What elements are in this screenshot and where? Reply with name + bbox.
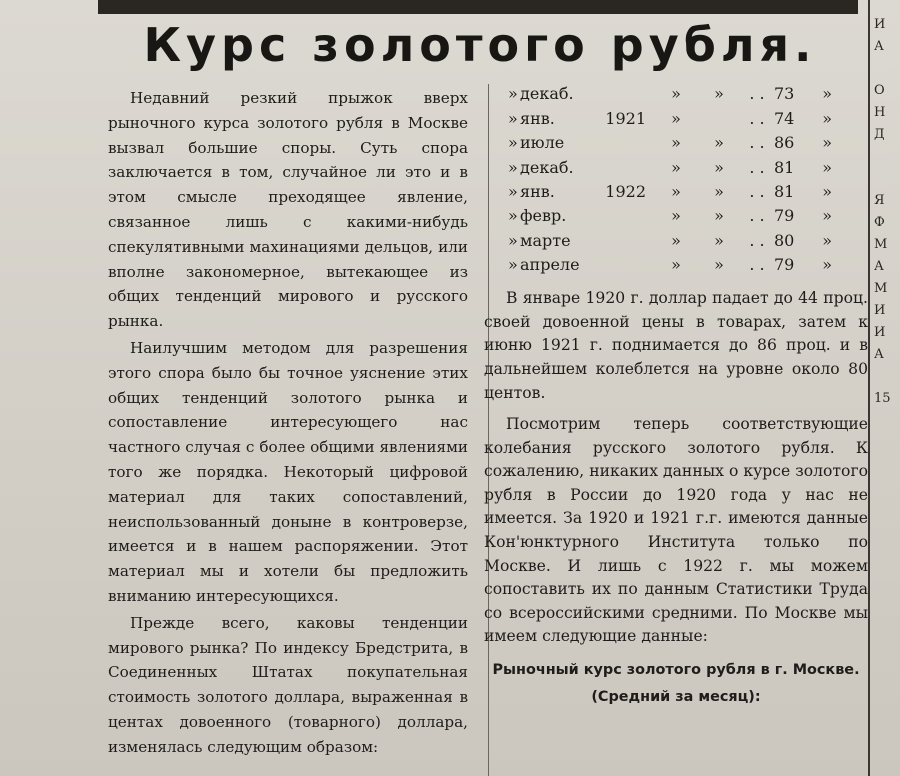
edge-fragment: Н	[874, 105, 886, 120]
paragraph-2: Наилучшим методом для разрешения этого спора было бы точное уяснение этих общих тенденций золотого рынка и сопоставление интересующего нас частного случая с более общими явлениями того же порядка. Некоторый цифровой материал для таких сопоставлений, неиспользованный доныне в контроверзе, имеется и в нашем распоряжении. Этот материал мы и хотели бы предложить вниманию интересующихся.	[108, 338, 468, 605]
column-rule-right	[868, 0, 870, 776]
table-row: » июле » » . . 86 »	[508, 133, 832, 153]
table-row: » апреле » » . . 79 »	[508, 255, 832, 275]
table-row: » декаб. » » . . 81 »	[508, 157, 832, 177]
edge-fragment: И	[874, 303, 886, 318]
edge-fragment: Я	[874, 193, 885, 208]
edge-fragment: Д	[874, 127, 885, 142]
edge-fragment	[874, 146, 900, 168]
table-row: » декаб. » » . . 73 »	[508, 84, 832, 104]
paragraph-4: В январе 1920 г. доллар падает до 44 проц. своей довоенной цены в товарах, затем к июню 1921 г. поднимается до 86 проц. и в дальнейшем колеблется на уровне около 80 центов.	[484, 289, 868, 402]
paragraph-3: Прежде всего, каковы тенденции мирового рынка? По индексу Бредстрита, в Соединенных Штатах покупательная стоимость золотого доллара, выраженная в центах довоенного (товарного) доллара, изменялась следующим образом:	[108, 613, 468, 756]
headline: Курс золотого рубля.	[143, 18, 817, 72]
edge-fragment: М	[874, 281, 888, 296]
edge-fragment: А	[874, 39, 884, 54]
top-rule	[98, 0, 858, 14]
paragraph-5: Посмотрим теперь соответствующие колебания русского золотого рубля. К сожалению, никаких данных о курсе золотого рубля в России до 1920 года у нас не имеется. За 1920 и 1921 г.г. имеются данные Кон'юнктурного Института только по Москве. И лишь с 1922 г. мы можем сопоставить их по данным Статистики Труда со всероссийскими средними. По Москве мы имеем следующие данные:	[484, 415, 868, 646]
edge-fragment	[874, 58, 900, 80]
edge-fragment: О	[874, 83, 885, 98]
table-row: » янв. 1922 » » . . 81 »	[508, 181, 832, 201]
edge-fragment: Ф	[874, 215, 885, 230]
dollar-index-table	[508, 82, 868, 277]
edge-fragment	[874, 366, 900, 388]
left-column	[108, 86, 468, 762]
table-subhead: Рыночный курс золотого рубля в г. Москве.	[492, 662, 860, 679]
table-subhead-note: (Средний за месяц):	[591, 689, 761, 706]
right-column	[484, 82, 868, 710]
edge-fragment	[874, 168, 900, 190]
table-row: » янв. 1921 » . . 74 »	[508, 108, 832, 128]
edge-fragment: А	[874, 259, 884, 274]
table-row: » февр. » » . . 79 »	[508, 206, 832, 226]
edge-fragment: И	[874, 17, 886, 32]
table-row: » марте » » . . 80 »	[508, 230, 832, 250]
edge-fragment: 15	[874, 391, 891, 406]
edge-fragment: А	[874, 347, 884, 362]
edge-fragment: И	[874, 325, 886, 340]
paragraph-1: Недавний резкий прыжок вверх рыночного курса золотого рубля в Москве вызвал большие споры. Суть спора заключается в том, случайное ли это и в этом смысле преходящее явление, связанное лишь с какими-нибудь спекулятивными махинациями дельцов, или вполне закономерное, вытекающее из общих тенденций мирового и русского рынка.	[108, 89, 468, 331]
adjacent-column-fragments	[874, 14, 900, 410]
edge-fragment: М	[874, 237, 888, 252]
